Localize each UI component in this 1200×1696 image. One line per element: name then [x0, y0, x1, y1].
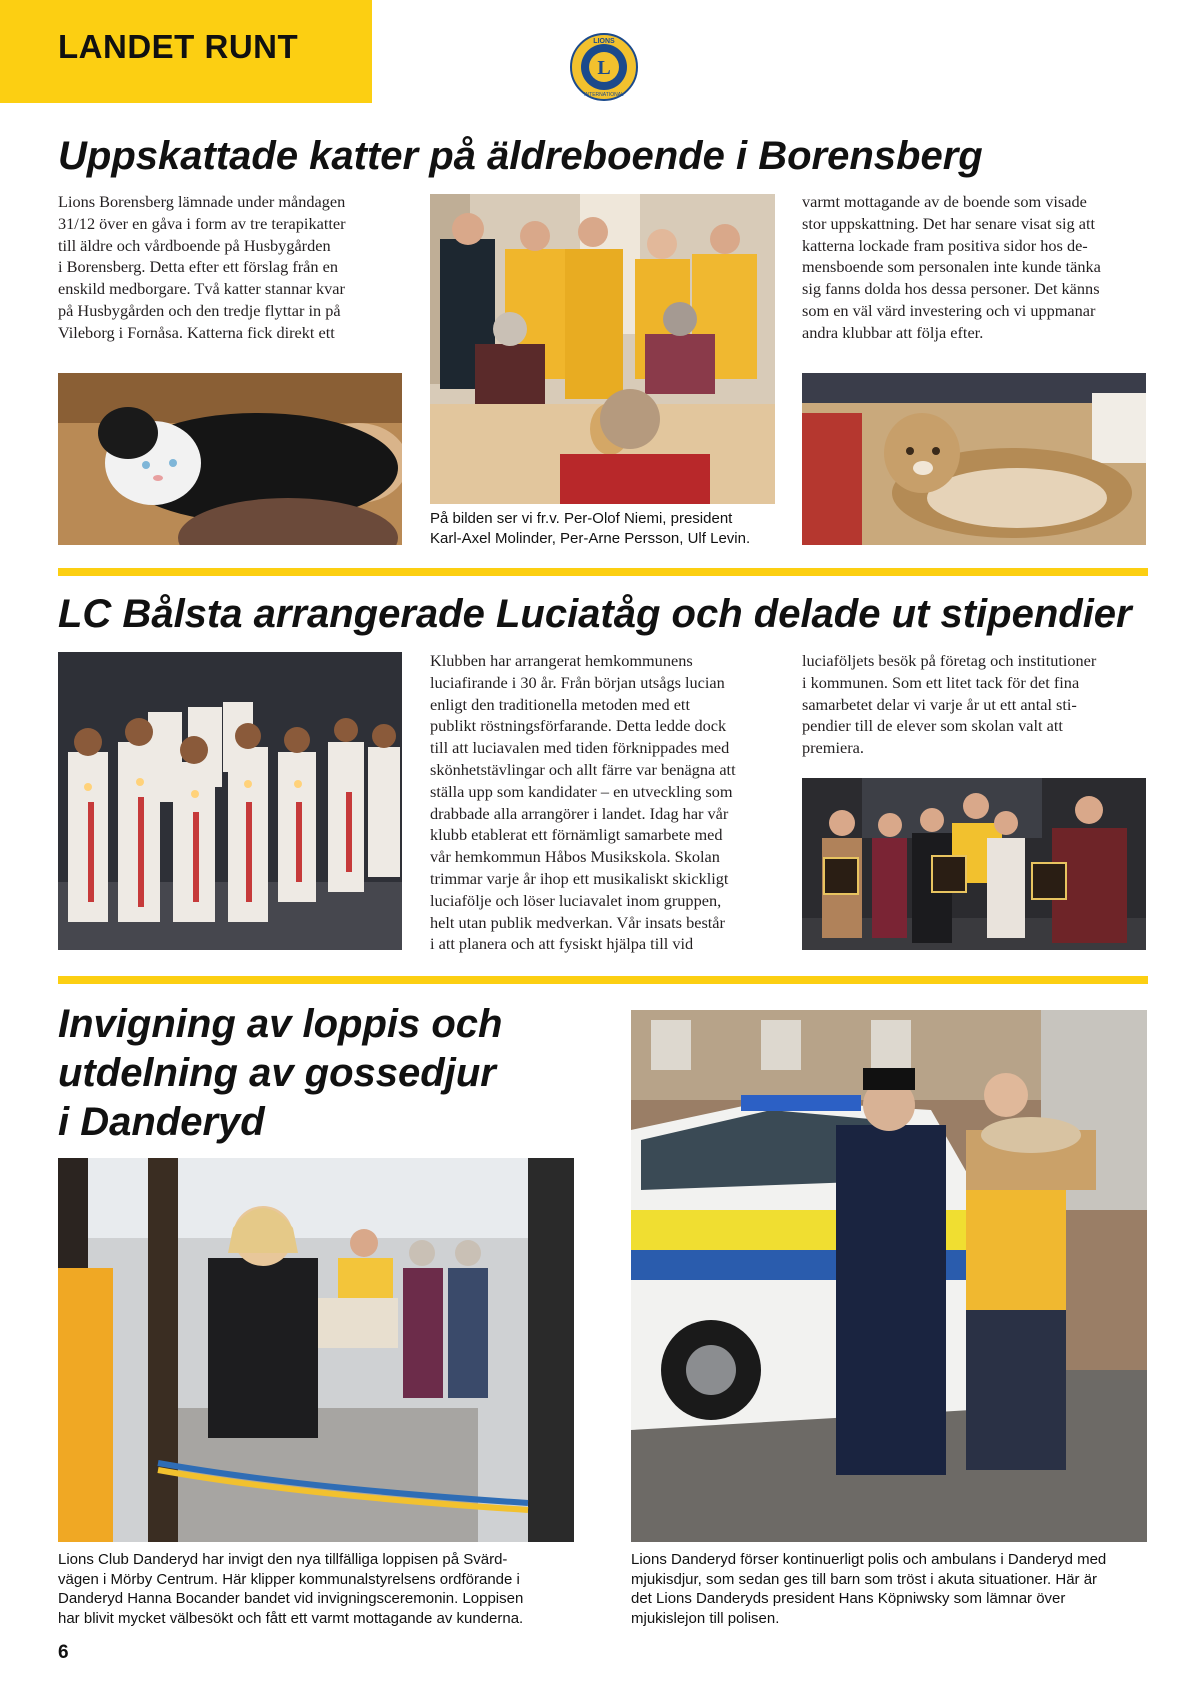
caption-line: har blivit mycket välbesökt och fått ett varmt mottagande av kunderna. [58, 1609, 524, 1627]
caption-line: På bilden ser vi fr.v. Per-Olof Niemi, president [430, 510, 733, 527]
svg-text:L: L [597, 57, 611, 79]
article2-col2 [430, 650, 775, 955]
section-divider [58, 976, 1148, 984]
section-divider [58, 568, 1148, 576]
text-line: i att planera och att fysiskt hjälpa till vid [430, 934, 694, 954]
photo-group-residents [430, 194, 775, 504]
text-line: varmt mottagande av de boende som visade [802, 192, 1087, 211]
title-line: i Danderyd [58, 1100, 265, 1144]
text-line: pendier till de elever som skolan valt att [802, 716, 1063, 736]
text-line: samarbetet delar vi varje år ut ett antal sti- [802, 694, 1077, 714]
text-line: mensboende som personalen inte kunde tänka [802, 257, 1101, 277]
text-line: stor uppskattning. Det har senare visat sig att [802, 213, 1095, 233]
text-line: Klubben har arrangerat hemkommunens [430, 651, 693, 670]
text-line: premiera. [802, 738, 864, 758]
text-line: luciafölje och löser luciavalet inom gruppen, [430, 890, 722, 910]
article1-col3 [802, 191, 1148, 344]
section-title: LANDET RUNT [58, 28, 299, 65]
text-line: andra klubbar att följa efter. [802, 322, 984, 342]
text-line: sig fanns dolda hos dessa personer. Det känns [802, 279, 1100, 299]
article1-col1 [58, 191, 398, 344]
caption-line: mjukislejon till polisen. [631, 1609, 780, 1627]
text-line: luciafirande i 30 år. Från början utsågs lucian [430, 672, 725, 692]
text-line: trimmar varje år ihop ett musikaliskt skickligt [430, 868, 729, 888]
text-line: katterna lockade fram positiva sidor hos de- [802, 235, 1088, 255]
article2-col3 [802, 650, 1148, 759]
caption-line: Lions Club Danderyd har invigt den nya tillfälliga loppisen på Svärd- [58, 1551, 508, 1568]
photo-lucia-procession [58, 652, 402, 950]
caption-line: mjukisdjur, som sedan ges till barn som tröst i akuta situationer. Här är [631, 1570, 1098, 1588]
article1-title: Uppskattade katter på äldreboende i Borensberg [58, 134, 983, 178]
caption-line: Danderyd Hanna Bocander bandet vid invigningsceremonin. Loppisen [58, 1590, 524, 1608]
article3-caption-right [631, 1550, 1147, 1628]
title-line: Invigning av loppis och [58, 1002, 503, 1046]
photo-ribbon-cutting [58, 1158, 574, 1542]
text-line: vår hemkommun Håbos Musikskola. Skolan [430, 847, 720, 867]
title-line: utdelning av gossedjur [58, 1051, 496, 1095]
text-line: till äldre och vårdboende på Husbygården [58, 235, 331, 255]
caption-line: vägen i Mörby Centrum. Här klipper kommunalstyrelsens ordförande i [58, 1570, 520, 1588]
article2-title: LC Bålsta arrangerade Luciatåg och delade ut stipendier [58, 592, 1132, 636]
text-line: Vileborg i Fornåsa. Katterna fick direkt ett [58, 322, 335, 342]
caption-line: det Lions Danderyds president Hans Köpniwsky som lämnar över [631, 1590, 1066, 1608]
text-line: enskild medborgare. Två katter stannar kvar [58, 279, 345, 299]
text-line: i Borensberg. Detta efter ett förslag från en [58, 257, 338, 277]
article3-caption-left [58, 1550, 574, 1628]
svg-text:INTERNATIONAL: INTERNATIONAL [584, 92, 624, 98]
article3-title [58, 1000, 502, 1147]
photo-police-handover [631, 1010, 1147, 1542]
photo-fluffy-cat [802, 373, 1146, 545]
text-line: luciaföljets besök på företag och institutioner [802, 651, 1097, 670]
page-number: 6 [58, 1642, 69, 1663]
text-line: 31/12 över en gåva i form av tre terapikatter [58, 213, 346, 233]
photo-scholarship-recipients [802, 778, 1146, 950]
text-line: skönhetstävlingar och allt färre var benägna att [430, 759, 736, 779]
caption-line: Karl-Axel Molinder, Per-Arne Persson, Ulf Levin. [430, 529, 751, 547]
lions-logo [569, 32, 639, 102]
text-line: enligt den traditionella metoden med ett [430, 694, 690, 714]
caption-line: Lions Danderyd förser kontinuerligt polis och ambulans i Danderyd med [631, 1551, 1107, 1568]
text-line: Lions Borensberg lämnade under måndagen [58, 192, 346, 211]
text-line: drabbade alla arrangörer i landet. Idag har vår [430, 803, 729, 823]
text-line: på Husbygården och den tredje flyttar in på [58, 300, 341, 320]
text-line: i kommunen. Som ett litet tack för det fina [802, 672, 1080, 692]
text-line: publikt röstningsförfarande. Detta ledde dock [430, 716, 727, 736]
text-line: helt utan publik medverkan. Vår insats består [430, 912, 725, 932]
article1-caption [430, 509, 775, 548]
text-line: ställa upp som kandidater – en utveckling som [430, 781, 733, 801]
text-line: klubb etablerat ett förnämligt samarbete med [430, 825, 723, 845]
svg-text:LIONS: LIONS [593, 38, 615, 45]
text-line: som en väl värd investering och vi uppmanar [802, 300, 1096, 320]
photo-black-white-cat [58, 373, 402, 545]
text-line: till att luciavalen med tiden förknippades med [430, 738, 730, 758]
